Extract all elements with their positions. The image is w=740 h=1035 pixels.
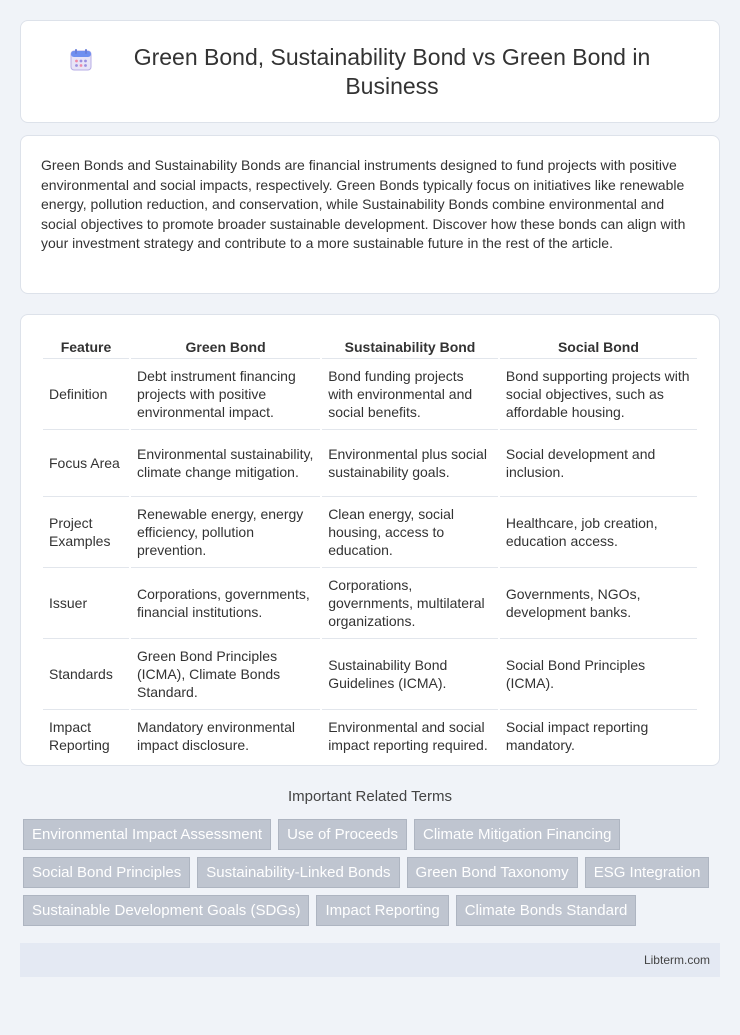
table-cell: Green Bond Principles (ICMA), Climate Bonds Standard. xyxy=(131,639,320,710)
column-header: Sustainability Bond xyxy=(322,337,498,359)
table-cell: Mandatory environmental impact disclosure. xyxy=(137,719,295,753)
related-terms-title: Important Related Terms xyxy=(288,788,452,805)
column-header: Feature xyxy=(43,337,129,359)
feature-cell: Impact Reporting xyxy=(49,719,110,753)
comparison-table-card xyxy=(20,314,720,766)
table-header-row xyxy=(43,337,697,359)
feature-cell: Definition xyxy=(43,359,129,430)
table-cell: Corporations, governments, financial institutions. xyxy=(131,568,320,639)
table-row xyxy=(43,359,697,430)
related-term-tag[interactable]: Use of Proceeds xyxy=(278,819,407,850)
feature-cell: Issuer xyxy=(43,568,129,639)
table-row xyxy=(43,430,697,497)
table-cell: Social impact reporting mandatory. xyxy=(505,719,649,753)
table-cell: Clean energy, social housing, access to education. xyxy=(322,497,498,568)
related-term-tag[interactable]: Climate Bonds Standard xyxy=(456,895,637,926)
table-cell: Sustainability Bond Guidelines (ICMA). xyxy=(322,639,498,710)
table-row xyxy=(43,568,697,639)
related-term-tag[interactable]: Climate Mitigation Financing xyxy=(414,819,620,850)
table-cell: Social Bond Principles (ICMA). xyxy=(500,639,697,710)
intro-card xyxy=(20,135,720,294)
table-row xyxy=(43,639,697,710)
table-cell: Environmental sustainability, climate change mitigation. xyxy=(131,430,320,497)
page-title: Green Bond, Sustainability Bond vs Green Bond in Business xyxy=(133,43,651,99)
table-row xyxy=(43,497,697,568)
related-term-tag[interactable]: Green Bond Taxonomy xyxy=(407,857,578,888)
related-term-tag[interactable]: Environmental Impact Assessment xyxy=(23,819,271,850)
related-terms-tags xyxy=(20,819,720,933)
calendar-icon xyxy=(68,47,94,73)
column-header: Green Bond xyxy=(131,337,320,359)
related-term-tag[interactable]: Sustainable Development Goals (SDGs) xyxy=(23,895,309,926)
table-cell: Renewable energy, energy efficiency, pollution prevention. xyxy=(131,497,320,568)
header-card xyxy=(20,20,720,123)
footer-site-link[interactable]: Libterm.com xyxy=(643,953,710,967)
table-cell: Environmental plus social sustainability goals. xyxy=(322,430,498,497)
table-cell: Environmental and social impact reporting required. xyxy=(328,719,488,753)
feature-cell: Focus Area xyxy=(43,430,129,497)
table-cell: Governments, NGOs, development banks. xyxy=(500,568,697,639)
related-term-tag[interactable]: ESG Integration xyxy=(585,857,710,888)
feature-cell: Project Examples xyxy=(43,497,129,568)
related-terms-section xyxy=(20,788,720,933)
related-term-tag[interactable]: Sustainability-Linked Bonds xyxy=(197,857,399,888)
table-cell: Bond supporting projects with social objectives, such as affordable housing. xyxy=(500,359,697,430)
table-cell: Debt instrument financing projects with positive environmental impact. xyxy=(131,359,320,430)
table-cell: Bond funding projects with environmental and social benefits. xyxy=(322,359,498,430)
related-term-tag[interactable]: Social Bond Principles xyxy=(23,857,190,888)
table-row xyxy=(43,710,697,762)
feature-cell: Standards xyxy=(43,639,129,710)
comparison-table xyxy=(41,337,699,762)
table-cell: Social development and inclusion. xyxy=(500,430,697,497)
table-cell: Corporations, governments, multilateral organizations. xyxy=(322,568,498,639)
column-header: Social Bond xyxy=(500,337,697,359)
footer xyxy=(20,943,720,977)
intro-paragraph: Green Bonds and Sustainability Bonds are financial instruments designed to fund projects with positive environmental and social impacts, respectively. Green Bonds typically focus on initiatives like renewable energy, pollution reduction, and conservation, while Sustainability Bonds combine environmental and social objectives to promote broader sustainable development. Discover how these bonds can align with your investment strategy and contribute to a more sustainable future in the rest of the article. xyxy=(41,157,686,251)
related-term-tag[interactable]: Impact Reporting xyxy=(316,895,448,926)
table-cell: Healthcare, job creation, education access. xyxy=(500,497,697,568)
